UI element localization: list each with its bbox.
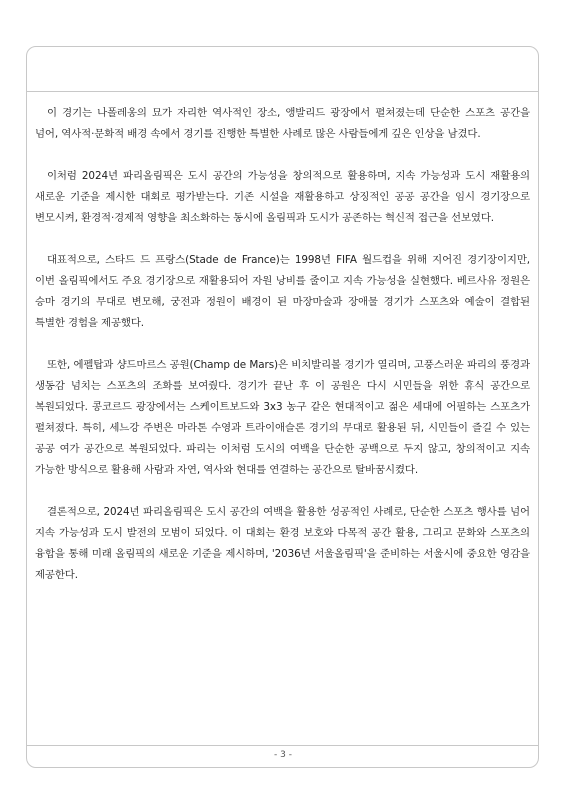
header-divider (27, 91, 538, 92)
page-frame (26, 46, 539, 768)
footer-divider (27, 745, 538, 746)
paragraph-3: 대표적으로, 스타드 드 프랑스(Stade de France)는 1998년 FIFA 월드컵을 위해 지어진 경기장이지만, 이번 올림픽에서도 주요 경기장으로 재활용되어 자원 낭비를 줄이고 지속 가능성을 실현했다. 베르사유 정원은 승마 경기의 무대로 변모해, 궁전과 정원이 배경이 된 마장마술과 장애물 경기가 스포츠와 예술이 결합된 특별한 경험을 제공했다. (35, 254, 530, 329)
paragraph-4: 또한, 에펠탑과 샹드마르스 공원(Champ de Mars)은 비치발리볼 경기가 열리며, 고풍스러운 파리의 풍경과 생동감 넘치는 스포츠의 조화를 보여줬다. 경기가 끝난 후 이 공원은 다시 시민들을 위한 휴식 공간으로 복원되었다. 콩코르드 광장에서는 스케이트보드와 3x3 농구 같은 현대적이고 젊은 세대에 어필하는 스포츠가 펼쳐졌다. 특히, 세느강 주변은 마라톤 수영과 트라이애슬론 경기의 무대로 활용된 뒤, 시민들이 즐길 수 있는 공공 여가 공간으로 복원되었다. 파리는 이처럼 도시의 여백을 단순한 공백으로 두지 않고, 창의적이고 지속 가능한 방식으로 활용해 사람과 자연, 역사와 현대를 연결하는 공간으로 탈바꿈시켰다. (35, 359, 530, 476)
paragraph-1: 이 경기는 나폴레옹의 묘가 자리한 역사적인 장소, 앵발리드 광장에서 펼쳐졌는데 단순한 스포츠 공간을 넘어, 역사적·문화적 배경 속에서 경기를 진행한 특별한 사례로 많은 사람들에게 깊은 인상을 남겼다. (35, 107, 530, 140)
document-body (35, 103, 530, 607)
paragraph-2: 이처럼 2024년 파리올림픽은 도시 공간의 가능성을 창의적으로 활용하며, 지속 가능성과 도시 재활용의 새로운 기준을 제시한 대회로 평가받는다. 기존 시설을 재활용하고 상징적인 공공 공간을 임시 경기장으로 변모시켜, 환경적·경제적 영향을 최소화하는 동시에 올림픽과 도시가 공존하는 혁신적 접근을 선보였다. (35, 170, 530, 224)
page-number: - 3 - (274, 750, 292, 760)
paragraph-5: 결론적으로, 2024년 파리올림픽은 도시 공간의 여백을 활용한 성공적인 사례로, 단순한 스포츠 행사를 넘어 지속 가능성과 도시 발전의 모범이 되었다. 이 대회는 환경 보호와 다목적 공간 활용, 그리고 문화와 스포츠의 융합을 통해 미래 올림픽의 새로운 기준을 제시하며, '2036년 서울올림픽'을 준비하는 서울시에 중요한 영감을 제공한다. (35, 506, 530, 581)
